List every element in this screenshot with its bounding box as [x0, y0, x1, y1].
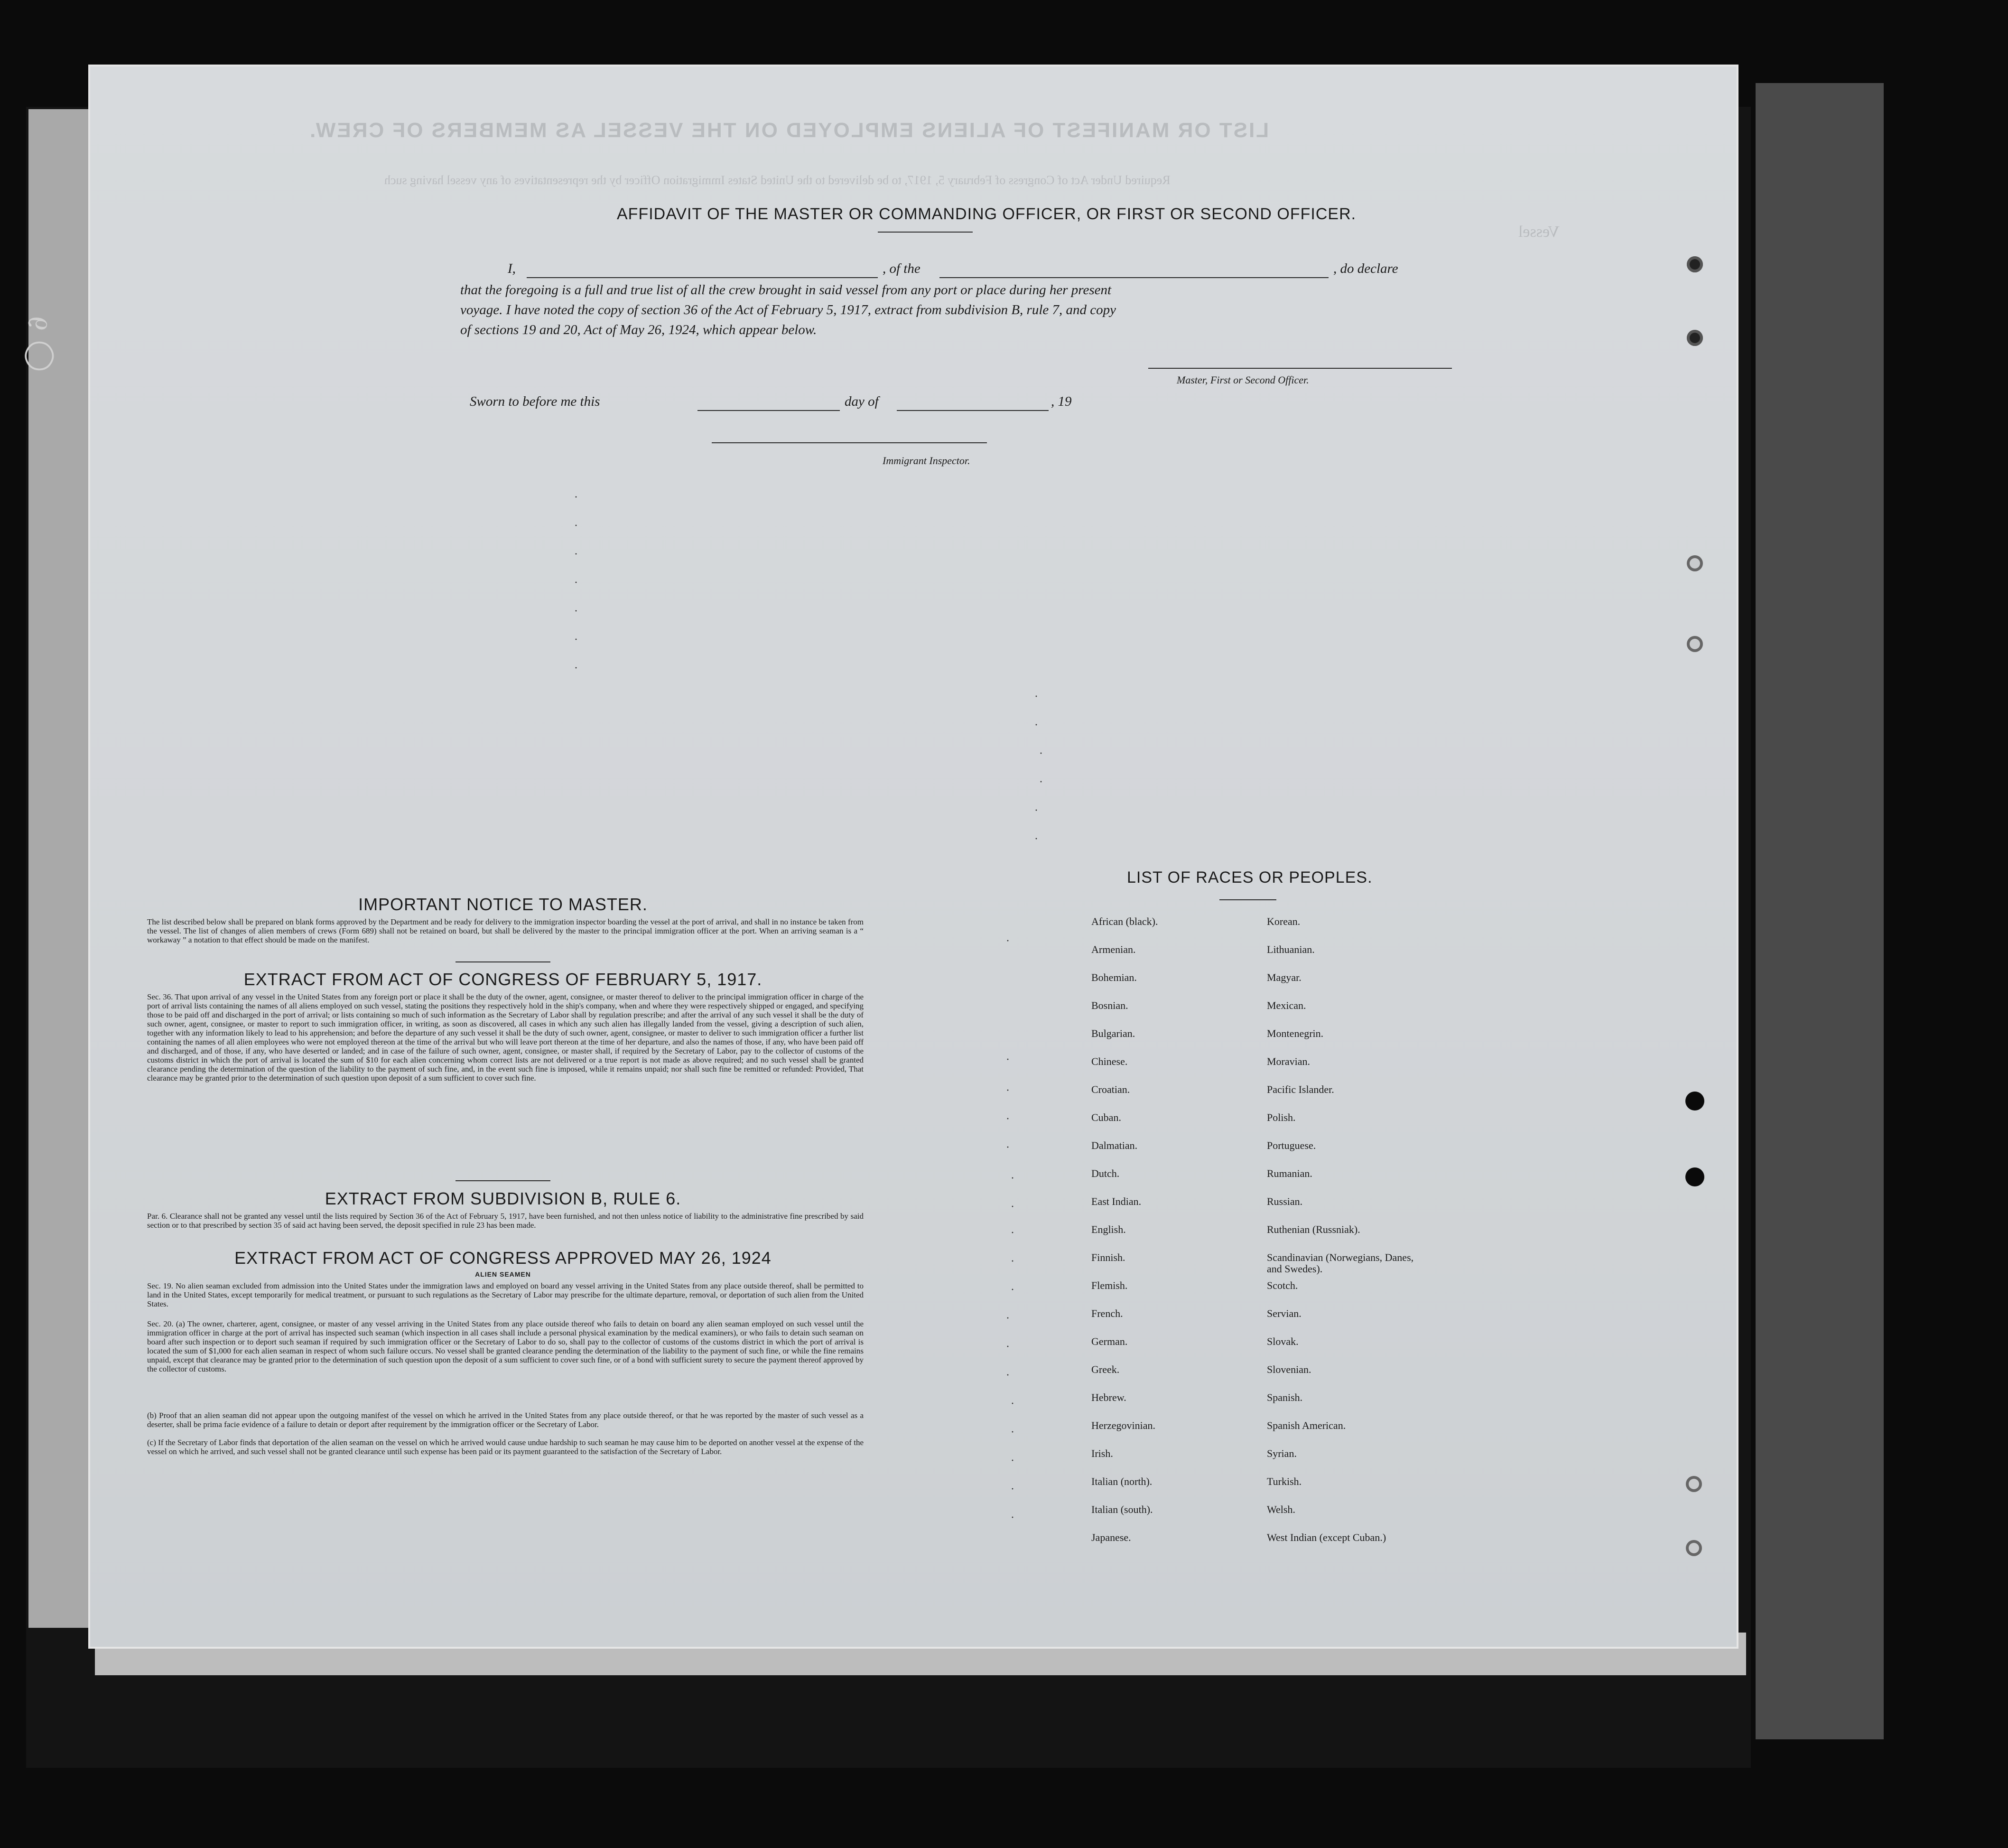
affidavit-title-rule [878, 232, 973, 233]
punch-hole-3 [1687, 555, 1703, 571]
affidavit-declare-label: , do declare [1333, 261, 1398, 276]
binding-strip [1756, 83, 1884, 1739]
extract-1917-text: Sec. 36. That upon arrival of any vessel in the United States from any foreign port or place it shall be the duty of the owner, agent, consignee, or master thereof to deliver to the principal immigration officer in charge of the port of arrival lists containing the names of all aliens employed on such vessel, stating the positions they respectively hold in the ship's company, when and where they were respectively shipped or engaged, and specifying those to be paid off and discharged in the port of arrival; or lists containing so much of such information as the Secretary of Labor shall by regulation prescribe; and after the arrival of any such vessel it shall be the duty of such owner, agent, consignee, or master to report to such immigration officer, in writing, as soon as discovered, all cases in which any such alien has illegally landed from the vessel, giving a description of such alien, together with any information likely to lead to his apprehension; and before the departure of any such vessel it shall be the duty of such owner, agent, consignee, or master to deliver to such immigration officer a further list containing the names of all alien employees who were not employed thereon at the time of the arrival but who will leave port thereon at the time of her departure, and also the names of those, if any, who have been paid off and discharged, and of those, if any, who have deserted or landed; and in case of the failure of such owner, agent, consignee, or master shall, if required by the Secretary of Labor, pay to the collector of customs of the customs district in which the port of arrival is located the sum of $10 for each alien concerning whom correct lists are not delivered or a true report is not made as above required; and no such vessel shall be granted clearance pending the determination of the question of the liability to the payment of such fine, and, in the event such fine is imposed, while it remains unpaid; nor shall such fine be remitted or refunded: Provided, That clearance may be granted prior to the determination of such question upon deposit of a sum sufficient to cover such fine. [147, 992, 864, 1083]
race-item-left-5: Bulgarian. [1091, 1027, 1135, 1039]
race-item-right-17: Slovenian. [1267, 1363, 1311, 1375]
race-item-left-11: East Indian. [1091, 1195, 1142, 1207]
row-marker-dot: · [1011, 1426, 1014, 1438]
row-marker-dot: · [1011, 1201, 1014, 1213]
race-item-left-15: French. [1091, 1307, 1123, 1319]
race-item-left-7: Croatian. [1091, 1083, 1130, 1095]
race-item-left-8: Cuban. [1091, 1111, 1121, 1123]
race-item-left-20: Irish. [1091, 1447, 1113, 1459]
affidavit-title: AFFIDAVIT OF THE MASTER OR COMMANDING OFFICER, OR FIRST OR SECOND OFFICER. [617, 205, 1357, 223]
sworn-day-field[interactable] [697, 410, 840, 411]
row-marker-dot: · [1006, 1054, 1010, 1066]
row-marker-dot: · [1039, 747, 1043, 760]
row-marker-dot: · [1006, 1341, 1010, 1353]
row-marker-dot: · [1011, 1455, 1014, 1467]
race-item-left-18: Hebrew. [1091, 1391, 1126, 1403]
race-item-left-21: Italian (north). [1091, 1475, 1153, 1487]
row-marker-dot: · [1006, 1141, 1010, 1154]
race-item-right-14: Scotch. [1267, 1279, 1298, 1291]
race-item-left-14: Flemish. [1091, 1279, 1128, 1291]
race-item-right-1: Korean. [1267, 915, 1301, 927]
race-item-right-15: Servian. [1267, 1307, 1301, 1319]
race-item-right-21: Turkish. [1267, 1475, 1302, 1487]
affidavit-text-line-4: of sections 19 and 20, Act of May 26, 1924, which appear below. [460, 322, 817, 337]
bleed-through-vessel: Vessel [1518, 223, 1560, 241]
rule6-text: Par. 6. Clearance shall not be granted any vessel until the lists required by Section 36 of the Act of February 5, 1917, have been furnished, and not then unless notice of liability to the administrative fine prescribed by said section or to that prescribed by section 35 of said act having been served, the deposit specified in rule 23 has been made. [147, 1212, 864, 1230]
notice-text: The list described below shall be prepared on blank forms approved by the Department and be ready for delivery to the immigration inspector boarding the vessel at the port of arrival, and shall in no instance be taken from the vessel. The list of changes of alien members of crews (Form 689) shall not be retained on board, but shall be delivered by the master to the principal immigration officer at the port. When an arriving seaman is a “ workaway ” a notation to that effect should be made on the manifest. [147, 917, 864, 944]
race-item-right-4: Mexican. [1267, 999, 1306, 1011]
row-marker-dot: · [1011, 1284, 1014, 1296]
row-marker-dot: · [1011, 1227, 1014, 1239]
row-marker-dot: · [574, 605, 578, 617]
extract-1924-sec20c: (c) If the Secretary of Labor finds that deportation of the alien seaman on the vessel on which he arrived would cause undue hardship to such seaman he may cause him to be deported on another vessel at the expense of the vessel on which he arrived, and such vessel shall not be granted clearance until such expense has been paid or its payment guaranteed to the satisfaction of the Secretary of Labor. [147, 1438, 864, 1456]
race-item-left-23: Japanese. [1091, 1531, 1131, 1543]
inspector-signature-label: Immigrant Inspector. [883, 455, 970, 467]
row-marker-dot: · [574, 577, 578, 589]
bleed-through-header: LIST OR MANIFEST OF ALIENS EMPLOYED ON THE VESSEL AS MEMBERS OF CREW. [308, 119, 1269, 142]
race-item-right-11: Russian. [1267, 1195, 1303, 1207]
row-marker-dot: · [1034, 719, 1038, 731]
sworn-month-field[interactable] [897, 410, 1049, 411]
row-marker-dot: · [1011, 1483, 1014, 1495]
extract-1924-sec20a: Sec. 20. (a) The owner, charterer, agent, consignee, or master of any vessel arriving in the United States from any place outside thereof who fails to detain on board any alien seaman employed on such vessel until the immigration officer in charge at the port of arrival has inspected such seaman (which inspection in all cases shall include a personal physical examination by the medical examiners), or who fails to detain such seaman on board after such inspection or to deport such seaman if required by such immigration officer or the Secretary of Labor to do so, shall pay to the collector of customs of the customs district in which the port of arrival is located the sum of $1,000 for each alien seaman in respect of whom such failure occurs. No vessel shall be granted clearance pending the determination of the liability to the payment of such fine, or while the fine remains unpaid, except that clearance may be granted prior to the determination of such question upon the deposit of a sum sufficient to cover such fine, or of a bond with sufficient surety to secure the payment thereof approved by the collector of customs. [147, 1319, 864, 1373]
punch-hole-6 [1685, 1167, 1704, 1186]
punch-hole-1 [1687, 256, 1703, 272]
extract-1924-sec19: Sec. 19. No alien seaman excluded from admission into the United States under the immigration laws and employed on board any vessel arriving in the United States from any place outside thereof, shall be permitted to land in the United States, except temporarily for medical treatment, or pursuant to such regulations as the Secretary of Labor may prescribe for the ultimate departure, removal, or deportation of such alien from the United States. [147, 1281, 864, 1308]
row-marker-dot: · [574, 634, 578, 646]
sworn-day-of: day of [845, 394, 879, 409]
race-item-left-4: Bosnian. [1091, 999, 1128, 1011]
affidavit-text-line-3: voyage. I have noted the copy of section 36 of the Act of February 5, 1917, extract from subdivision B, rule 7, and copy [460, 302, 1116, 317]
race-item-right-19: Spanish American. [1267, 1419, 1346, 1431]
row-marker-dot: · [1034, 833, 1038, 845]
extract-1924-title: EXTRACT FROM ACT OF CONGRESS APPROVED MAY 26, 1924 [234, 1248, 772, 1268]
row-marker-dot: · [1006, 1113, 1010, 1125]
race-item-right-16: Slovak. [1267, 1335, 1299, 1347]
row-marker-dot: · [574, 491, 578, 504]
race-item-right-10: Rumanian. [1267, 1167, 1312, 1179]
declarant-name-field[interactable] [527, 277, 878, 278]
race-item-right-13: Scandinavian (Norwegians, Danes, and Swedes). [1267, 1251, 1414, 1275]
row-marker-dot: · [1006, 1312, 1010, 1325]
notice-title: IMPORTANT NOTICE TO MASTER. [358, 895, 648, 914]
row-marker-dot: · [574, 548, 578, 560]
race-item-right-18: Spanish. [1267, 1391, 1303, 1403]
bleed-through-subheader: Required Under Act of Congress of February 5, 1917, to be delivered to the United States Immigration Officer by the representatives of any vessel having such [384, 173, 1171, 187]
race-item-left-17: Greek. [1091, 1363, 1120, 1375]
punch-hole-4 [1687, 636, 1703, 652]
row-marker-dot: · [1011, 1512, 1014, 1524]
sworn-year-prefix: , 19 [1051, 394, 1072, 409]
race-item-right-9: Portuguese. [1267, 1139, 1316, 1151]
row-marker-dot: · [574, 662, 578, 674]
extract-1924-sec20b: (b) Proof that an alien seaman did not appear upon the outgoing manifest of the vessel on which he arrived in the United States from any place outside thereof, or that he was reported by the master of such vessel as a deserter, shall be prima facie evidence of a failure to detain or deport after requirement by the immigration officer or the Secretary of Labor. [147, 1411, 864, 1429]
sworn-prefix: Sworn to before me this [470, 394, 600, 409]
affidavit-of-the-label: , of the [883, 261, 920, 276]
extract-1924-subtitle: ALIEN SEAMEN [475, 1270, 531, 1278]
notice-separator [456, 961, 550, 962]
race-item-right-6: Moravian. [1267, 1055, 1311, 1067]
sworn-line [470, 394, 1181, 413]
race-item-left-2: Armenian. [1091, 943, 1136, 955]
races-title: LIST OF RACES OR PEOPLES. [1127, 868, 1373, 887]
affidavit-text-line-2: that the foregoing is a full and true list of all the crew brought in said vessel from any port or place during her present [460, 282, 1112, 298]
master-signature-label: Master, First or Second Officer. [1177, 374, 1309, 386]
row-marker-dot: · [1011, 1172, 1014, 1185]
race-item-left-16: German. [1091, 1335, 1128, 1347]
race-item-right-8: Polish. [1267, 1111, 1296, 1123]
rule6-title: EXTRACT FROM SUBDIVISION B, RULE 6. [325, 1189, 681, 1208]
race-item-left-9: Dalmatian. [1091, 1139, 1138, 1151]
race-item-right-5: Montenegrin. [1267, 1027, 1324, 1039]
affidavit-declarant-line [508, 261, 1480, 280]
extract-1917-title: EXTRACT FROM ACT OF CONGRESS OF FEBRUARY 5, 1917. [243, 970, 762, 989]
master-signature-line[interactable] [1148, 368, 1452, 369]
row-marker-dot: · [1006, 1369, 1010, 1381]
punch-hole-5 [1685, 1092, 1704, 1111]
vessel-name-field[interactable] [939, 277, 1329, 278]
race-item-left-3: Bohemian. [1091, 971, 1137, 983]
row-marker-dot: · [574, 520, 578, 532]
race-item-right-20: Syrian. [1267, 1447, 1297, 1459]
extract-1917-separator [456, 1180, 550, 1181]
race-item-right-7: Pacific Islander. [1267, 1083, 1334, 1095]
row-marker-dot: · [1034, 804, 1038, 817]
races-title-rule [1219, 899, 1276, 900]
race-item-left-22: Italian (south). [1091, 1503, 1153, 1515]
row-marker-dot: · [1039, 776, 1043, 788]
row-marker-dot: · [1006, 935, 1010, 947]
row-marker-dot: · [1011, 1255, 1014, 1268]
document-page [90, 66, 1737, 1647]
race-item-right-3: Magyar. [1267, 971, 1301, 983]
race-item-left-6: Chinese. [1091, 1055, 1128, 1067]
affidavit-i-label: I, [508, 261, 516, 276]
race-item-left-1: African (black). [1091, 915, 1158, 927]
race-item-right-23: West Indian (except Cuban.) [1267, 1531, 1386, 1543]
race-item-left-19: Herzegovinian. [1091, 1419, 1155, 1431]
race-item-left-10: Dutch. [1091, 1167, 1120, 1179]
race-item-right-2: Lithuanian. [1267, 943, 1315, 955]
race-item-left-12: English. [1091, 1223, 1126, 1235]
row-marker-dot: · [1034, 691, 1038, 703]
race-item-right-12: Ruthenian (Russniak). [1267, 1223, 1360, 1235]
punch-hole-7 [1686, 1476, 1702, 1492]
row-marker-dot: · [1011, 1398, 1014, 1410]
race-item-left-13: Finnish. [1091, 1251, 1125, 1263]
row-marker-dot: · [1006, 1084, 1010, 1097]
punch-hole-8 [1686, 1540, 1702, 1556]
race-item-right-22: Welsh. [1267, 1503, 1295, 1515]
punch-hole-2 [1687, 330, 1703, 346]
inspector-signature-line[interactable] [712, 442, 987, 443]
margin-pencil-marks: ◯ ∂ [20, 316, 54, 372]
